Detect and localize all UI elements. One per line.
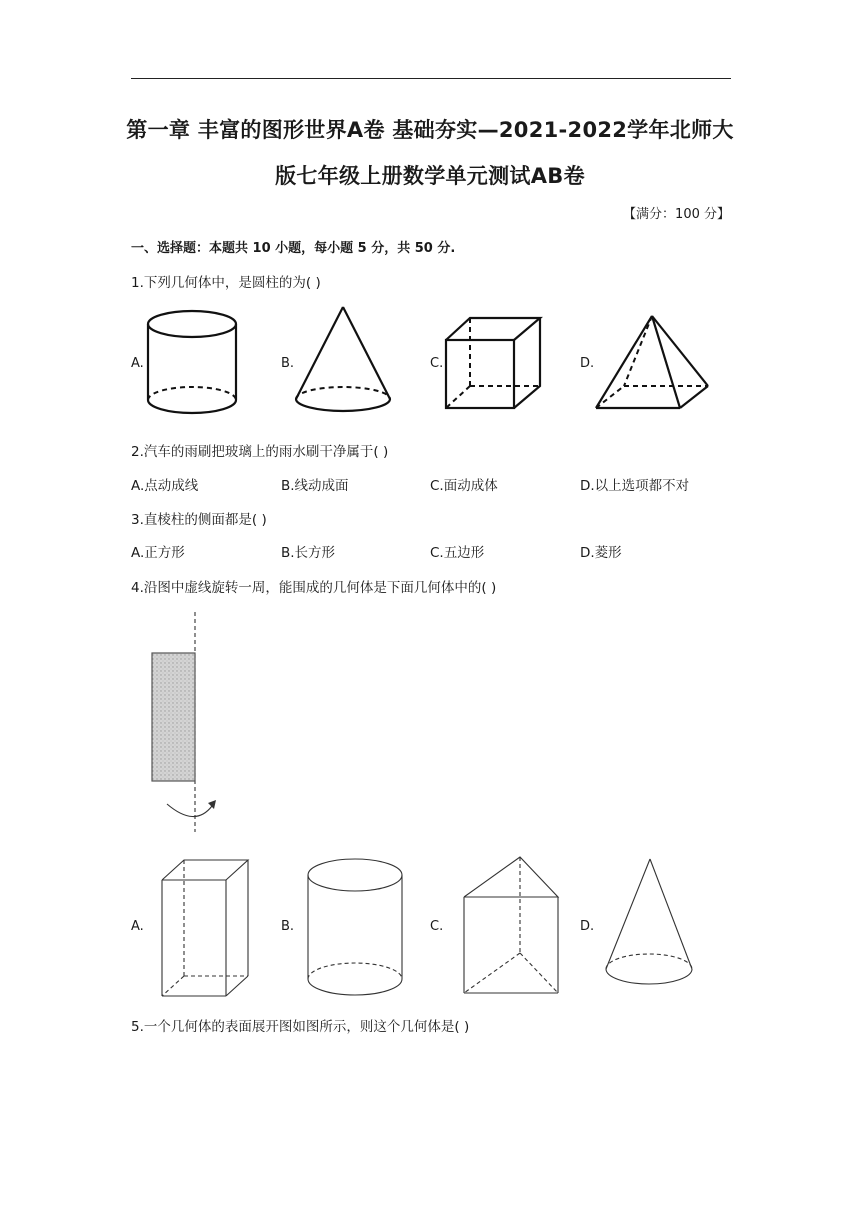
cone-icon (293, 305, 393, 417)
q3-option-a[interactable]: A.正方形 (131, 545, 185, 561)
triangular-prism-icon (462, 855, 562, 997)
question-1-stem: 1.下列几何体中，是圆柱的为( ) (131, 275, 321, 291)
rotation-figure (140, 610, 230, 835)
pyramid-icon (594, 314, 712, 412)
section-heading: 一、选择题：本题共 10 小题，每小题 5 分，共 50 分. (131, 241, 456, 256)
question-2-stem: 2.汽车的雨刷把玻璃上的雨水刷干净属于( ) (131, 444, 389, 460)
q1-option-a-label: A. (131, 356, 144, 371)
rectangular-prism-icon (158, 858, 252, 1000)
q4-option-b-label: B. (281, 919, 295, 934)
q3-option-d[interactable]: D.菱形 (580, 545, 622, 561)
q1-option-c-label: C. (430, 356, 444, 371)
question-5-stem: 5.一个几何体的表面展开图如图所示，则这个几何体是( ) (131, 1019, 470, 1035)
page-title-line2: 版七年级上册数学单元测试AB卷 (275, 164, 585, 188)
q2-option-b[interactable]: B.线动成面 (281, 478, 349, 494)
cylinder-icon (306, 857, 404, 999)
q2-option-c[interactable]: C.面动成体 (430, 478, 498, 494)
header-rule (131, 78, 731, 79)
q1-option-b-label: B. (281, 356, 295, 371)
q1-option-d-label: D. (580, 356, 595, 371)
page-title-line1: 第一章 丰富的图形世界A卷 基础夯实—2021-2022学年北师大 (126, 118, 734, 142)
q2-option-d[interactable]: D.以上选项都不对 (580, 478, 690, 494)
cylinder-icon (146, 307, 241, 417)
cube-icon (444, 316, 544, 412)
q4-option-c-label: C. (430, 919, 444, 934)
full-score-label: 【满分：100 分】 (623, 207, 730, 222)
q3-option-b[interactable]: B.长方形 (281, 545, 336, 561)
q4-option-a-label: A. (131, 919, 144, 934)
cone-icon (604, 857, 694, 995)
q4-option-d-label: D. (580, 919, 595, 934)
question-3-stem: 3.直棱柱的侧面都是( ) (131, 512, 267, 528)
q3-option-c[interactable]: C.五边形 (430, 545, 485, 561)
question-4-stem: 4.沿图中虚线旋转一周，能围成的几何体是下面几何体中的( ) (131, 580, 497, 596)
q2-option-a[interactable]: A.点动成线 (131, 478, 199, 494)
